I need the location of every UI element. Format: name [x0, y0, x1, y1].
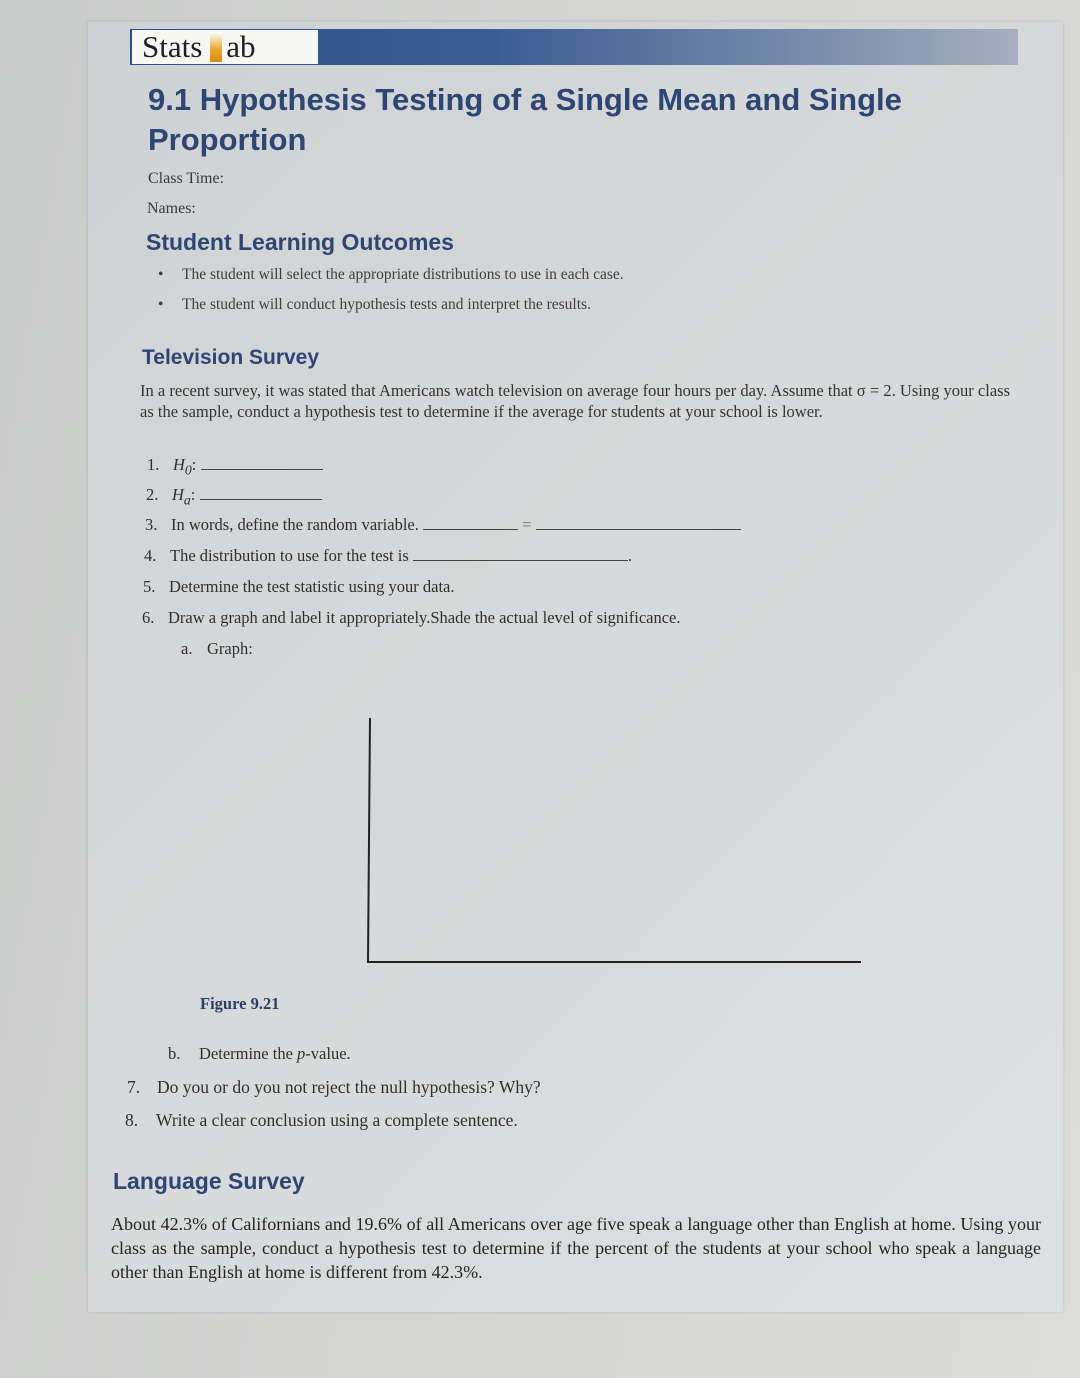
step-3: 3. In words, define the random variable. = [145, 515, 741, 535]
logo-text-stats: Stats [142, 29, 203, 64]
bullet-icon: • [158, 296, 164, 313]
outcome-item: • The student will conduct hypothesis tests and interpret the results. [158, 296, 591, 313]
random-variable-definition-blank[interactable] [536, 515, 741, 530]
step-6b: b. Determine the p-value. [168, 1044, 351, 1063]
ha-answer-blank[interactable] [200, 485, 322, 500]
page-title: 9.1 Hypothesis Testing of a Single Mean and Single Proportion [148, 82, 902, 157]
step-8: 8. Write a clear conclusion using a complete sentence. [125, 1110, 518, 1130]
step-4: 4. The distribution to use for the test is . [144, 546, 633, 565]
step-6: 6. Draw a graph and label it appropriately.Shade the actual level of significance. [142, 608, 681, 627]
stats-lab-logo [132, 30, 318, 64]
step-2: 2. $H_a$: [146, 485, 322, 508]
names-label: Names: [147, 200, 196, 217]
figure-caption: Figure 9.21 [200, 994, 280, 1013]
distribution-blank[interactable] [413, 546, 628, 561]
tv-survey-heading: Television Survey [142, 346, 320, 369]
step-7: 7. Do you or do you not reject the null hypothesis? Why? [127, 1077, 541, 1097]
step-6a: a. Graph: [181, 639, 253, 658]
graph-y-axis [368, 718, 370, 962]
bullet-icon: • [158, 266, 164, 283]
logo-bar-icon [210, 32, 222, 62]
outcomes-heading: Student Learning Outcomes [146, 229, 454, 255]
class-time-label: Class Time: [148, 170, 225, 187]
h0-answer-blank[interactable] [201, 455, 323, 470]
logo-text-ab: ab [226, 29, 256, 64]
language-survey-heading: Language Survey [113, 1168, 305, 1194]
language-survey-paragraph: About 42.3% of Californians and 19.6% of all Americans over age five speak a language other than English at home. Using your class as the sample, conduct a hypothesis test to determine if the percent of the students at your school who speak a language other than English at home is different from 42.3%. [111, 1214, 1041, 1282]
step-5: 5. Determine the test statistic using your data. [143, 577, 455, 596]
outcome-item: • The student will select the appropriate distributions to use in each case. [158, 266, 624, 283]
tv-survey-paragraph: In a recent survey, it was stated that Americans watch television on average four hours per day. Assume that σ = 2. Using your class as the sample, conduct a hypothesis test to determine if the average for students at your school is lower. [140, 381, 1010, 421]
step-1: 1. $H_0$: [147, 455, 323, 478]
random-variable-symbol-blank[interactable] [423, 515, 518, 530]
blank-graph-axes[interactable] [366, 718, 862, 964]
